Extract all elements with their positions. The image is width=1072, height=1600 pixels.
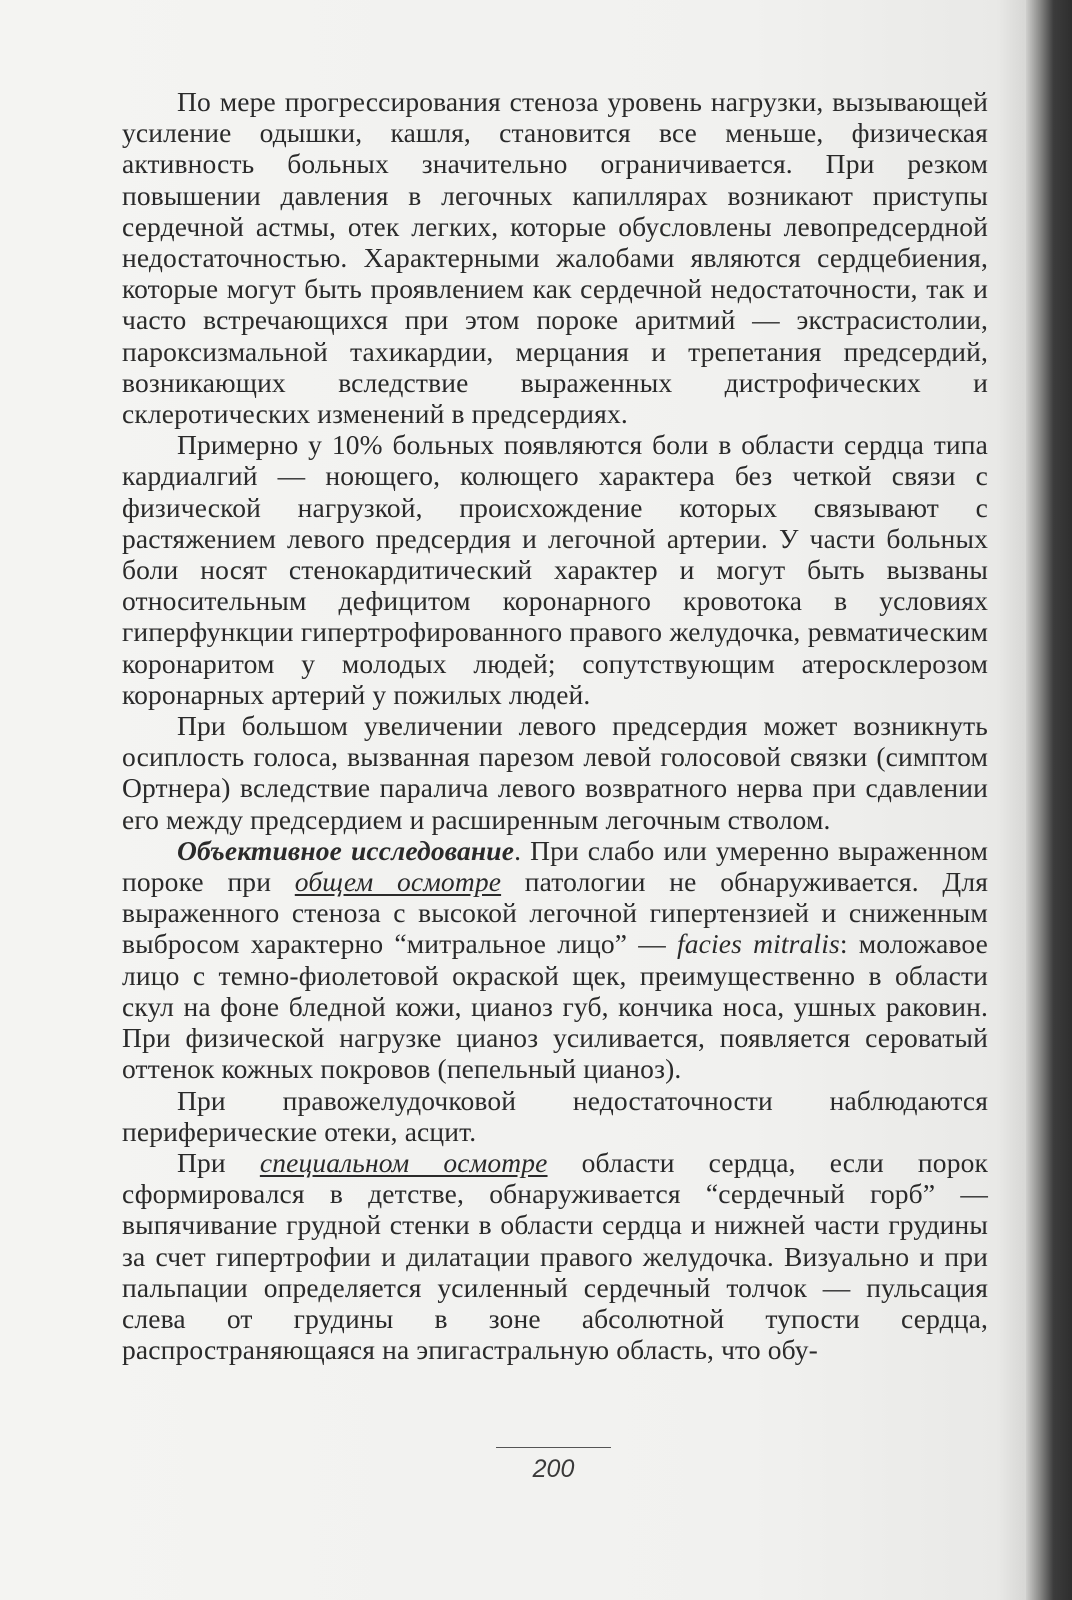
paragraph-6 <box>122 1147 988 1365</box>
section-heading-objective-exam: Объективное исследование <box>177 834 515 866</box>
paragraph-6-text-1: При <box>177 1146 260 1178</box>
paragraph-4-text-2: патологии не обнаруживается. Для выраженного стеноза с высокой легочной гипертензией и сниженным выбросом характерно “митральное лицо” — <box>122 866 988 960</box>
paragraph-6-text-2: области сердца, если порок сформировался в детстве, обнаруживается “сердечный горб” — выпячивание грудной стенки в области сердца и нижней части грудины за счет гипертрофии и дилатации правого желудочка. Визуально и при пальпации определяется усиленный сердечный толчок — пульсация слева от грудины в зоне абсолютной тупости сердца, распространяющаяся на эпигастральную область, что обу- <box>122 1146 989 1366</box>
binding-shadow <box>1026 0 1072 1600</box>
paragraph-1: По мере прогрессирования стеноза уровень нагрузки, вызывающей усиление одышки, кашля, становится все меньше, физическая активность больных значительно ограничивается. При резком повышении давления в легочных капиллярах возникают приступы сердечной астмы, отек легких, которые обусловлены левопредсердной недостаточностью. Характерными жалобами являются сердцебиения, которые могут быть проявлением как сердечной недостаточности, так и часто встречающихся при этом пороке аритмий — экстрасистолии, пароксизмальной тахикардии, мерцания и трепетания предсердий, возникающих вследствие выраженных дистрофических и склеротических изменений в предсердиях. <box>122 86 988 430</box>
latin-term-facies-mitralis: facies mitralis <box>676 928 840 960</box>
paragraph-2: Примерно у 10% больных появляются боли в области сердца типа кардиалгий — ноющего, колющего характера без четкой связи с физической нагрузкой, происхождение которых связывают с растяжением левого предсердия и легочной артерии. У части больных боли носят стенокардитический характер и могут быть вызваны относительным дефицитом коронарного кровотока в условиях гиперфункции гипертрофированного правого желудочка, ревматическим коронаритом у молодых людей; сопутствующим атеросклерозом коронарных артерий у пожилых людей. <box>122 429 988 710</box>
paragraph-3: При большом увеличении левого предсердия может возникнуть осиплость голоса, вызванная парезом левой голосовой связки (симптом Ортнера) вследствие паралича левого возвратного нерва при сдавлении его между предсердием и расширенным легочным стволом. <box>122 710 988 835</box>
body-text <box>122 86 988 1365</box>
paragraph-5: При правожелудочковой недостаточности наблюдаются периферические отеки, асцит. <box>122 1084 988 1147</box>
page-number: 200 <box>532 1455 575 1483</box>
paragraph-4-text-3: : моложавое лицо с темно-фиолетовой окраской щек, преимущественно в области скул на фоне бледной кожи, цианоз губ, кончика носа, ушных раковин. При физической нагрузке цианоз усиливается, появляется сероватый оттенок кожных покровов (пепельный цианоз). <box>122 928 988 1085</box>
term-general-inspection: общем осмотре <box>294 866 502 898</box>
paragraph-4-text-1: . При слабо или умеренно выраженном пороке при <box>122 834 988 898</box>
term-special-inspection: специальном осмотре <box>259 1146 548 1178</box>
footer-rule <box>496 1447 611 1448</box>
paragraph-4 <box>122 835 988 1085</box>
